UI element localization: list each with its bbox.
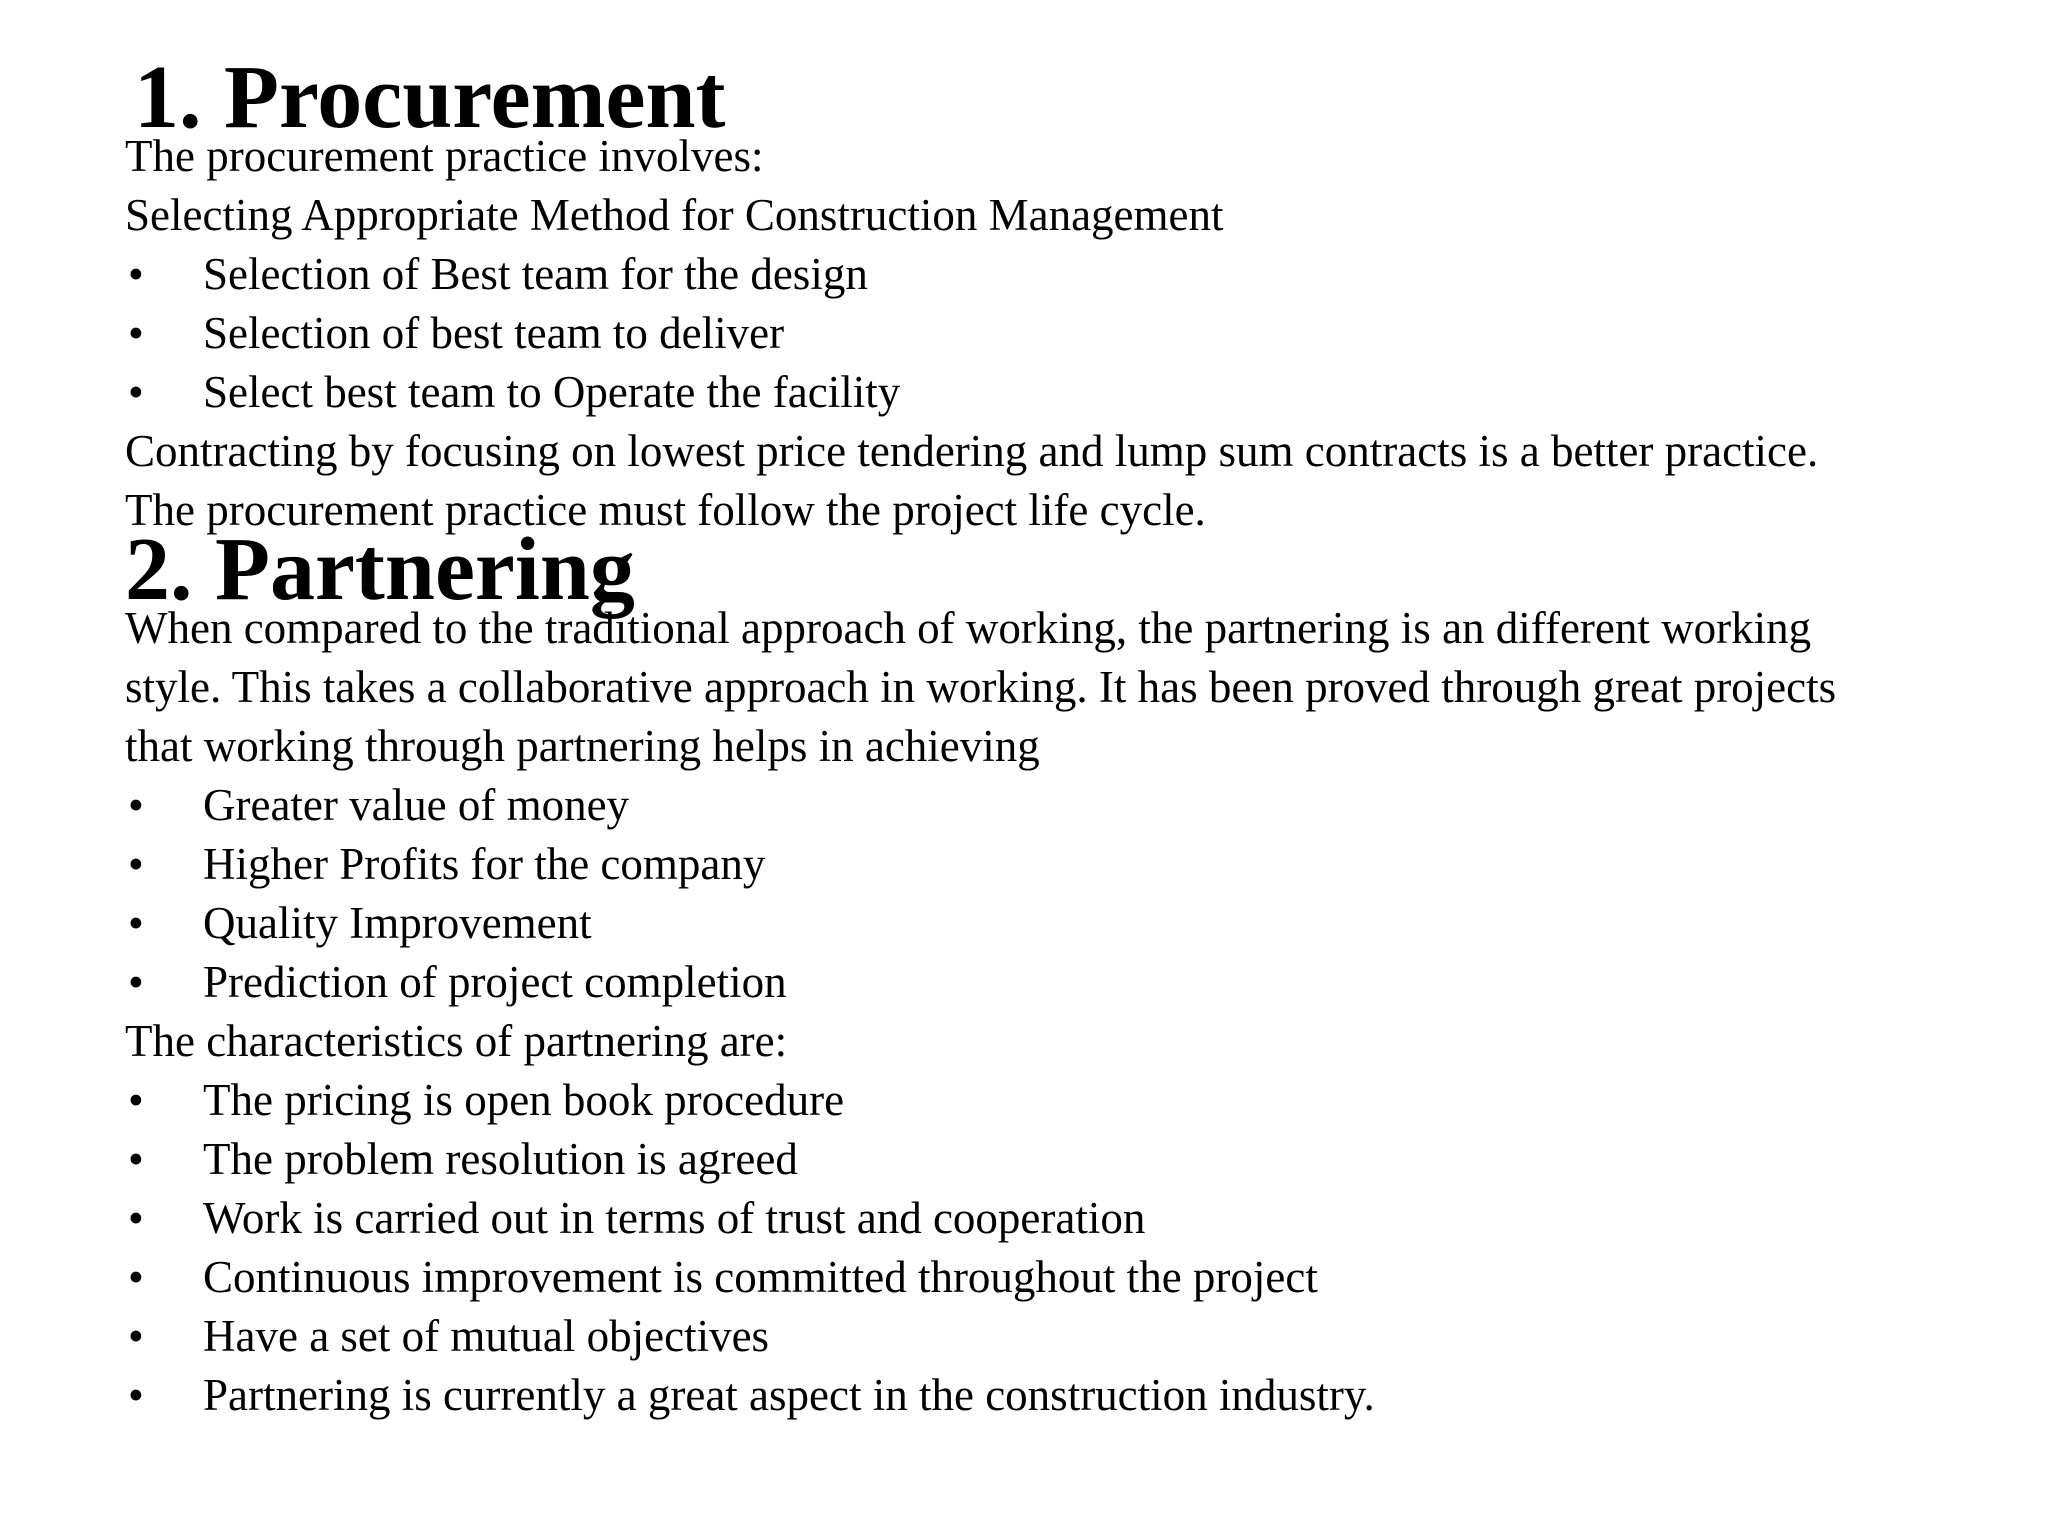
bullet-icon: • <box>128 839 144 889</box>
document-page <box>125 48 2005 1425</box>
bullet-icon: • <box>128 898 144 948</box>
bullet-icon: • <box>128 1134 144 1184</box>
list-item <box>125 835 2005 894</box>
list-item <box>125 1307 2005 1366</box>
list-item <box>125 894 2005 953</box>
list-item-text: Greater value of money <box>203 780 630 830</box>
bullet-icon: • <box>128 1311 144 1361</box>
procurement-subheading: Selecting Appropriate Method for Construction Management <box>125 190 1224 240</box>
bullet-icon: • <box>128 780 144 830</box>
list-item-text: Have a set of mutual objectives <box>203 1311 770 1361</box>
list-item <box>125 1071 2005 1130</box>
bullet-icon: • <box>128 957 144 1007</box>
list-item <box>125 1366 2005 1425</box>
bullet-icon: • <box>128 1370 144 1420</box>
list-item-text: The pricing is open book procedure <box>203 1075 845 1125</box>
list-item <box>125 776 2005 835</box>
bullet-icon: • <box>128 1252 144 1302</box>
list-item <box>125 1130 2005 1189</box>
list-item-text: Prediction of project completion <box>203 957 787 1007</box>
list-item <box>125 1189 2005 1248</box>
bullet-icon: • <box>128 249 144 299</box>
list-item <box>125 953 2005 1012</box>
partnering-intro-paragraph: When compared to the traditional approach of working, the partnering is an different working style. This takes a collaborative approach in working. It has been proved through great projects that working through partnering helps in achieving <box>125 603 1837 771</box>
list-item <box>125 363 2005 422</box>
list-item-text: The problem resolution is agreed <box>203 1134 798 1184</box>
list-item <box>125 304 2005 363</box>
bullet-icon: • <box>128 1193 144 1243</box>
partnering-benefits-list <box>125 776 2005 1012</box>
partnering-characteristics-intro: The characteristics of partnering are: <box>125 1016 788 1066</box>
partnering-characteristics-list <box>125 1071 2005 1425</box>
list-item-text: Quality Improvement <box>203 898 592 948</box>
procurement-bullet-list <box>125 245 2005 422</box>
list-item <box>125 1248 2005 1307</box>
procurement-intro: The procurement practice involves: <box>125 131 764 181</box>
list-item-text: Higher Profits for the company <box>203 839 766 889</box>
list-item-text: Selection of Best team for the design <box>203 249 868 299</box>
list-item <box>125 245 2005 304</box>
bullet-icon: • <box>128 308 144 358</box>
list-item-text: Select best team to Operate the facility <box>203 367 901 417</box>
list-item-text: Selection of best team to deliver <box>203 308 785 358</box>
list-item-text: Partnering is currently a great aspect in the construction industry. <box>203 1370 1375 1420</box>
list-item-text: Work is carried out in terms of trust and cooperation <box>203 1193 1146 1243</box>
bullet-icon: • <box>128 367 144 417</box>
section-heading-partnering: 2. Partnering <box>125 520 635 619</box>
procurement-closing-paragraph: Contracting by focusing on lowest price tendering and lump sum contracts is a better practice. The procurement practice must follow the project life cycle. <box>125 426 1819 535</box>
list-item-text: Continuous improvement is committed throughout the project <box>203 1252 1318 1302</box>
bullet-icon: • <box>128 1075 144 1125</box>
section-heading-procurement: 1. Procurement <box>134 48 726 147</box>
